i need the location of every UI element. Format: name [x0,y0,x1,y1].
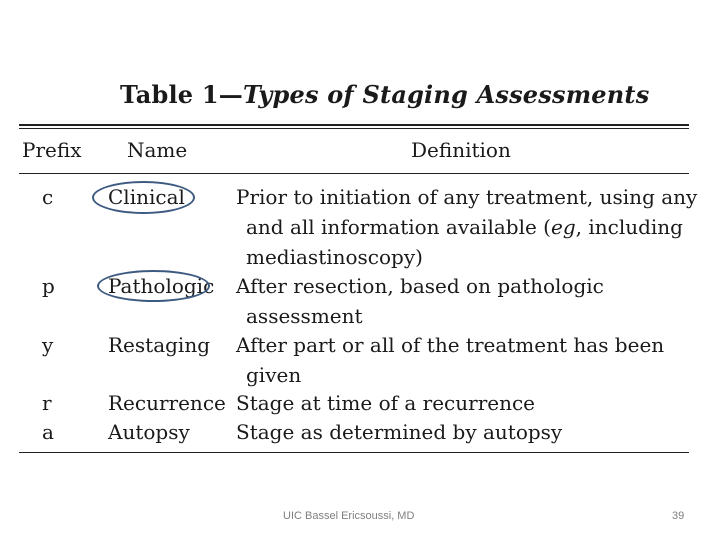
row-name-pathologic: Pathologic [108,274,215,298]
top-rule-secondary [19,128,689,129]
bottom-rule [19,452,689,453]
definition-emphasis: eg [550,215,576,239]
highlight-circle-pathologic [97,270,210,302]
top-rule [19,124,689,126]
definition-line: Prior to initiation of any treatment, using any [236,185,698,209]
row-definition-autopsy [236,417,562,447]
definition-line: given [246,363,302,387]
definition-line: assessment [246,304,363,328]
definition-line: mediastinoscopy) [246,245,423,269]
definition-line: Stage as determined by autopsy [236,420,563,444]
header-definition: Definition [411,138,511,162]
definition-line [236,212,697,242]
row-prefix-c: c [42,185,54,209]
row-prefix-a: a [42,420,54,444]
table-title-prefix: Table 1— [120,80,243,109]
header-rule [19,173,689,174]
definition-text: , including [575,215,683,239]
row-prefix-y: y [42,333,54,357]
row-definition-pathologic [236,271,604,331]
row-name-clinical: Clinical [108,185,185,209]
footer-author: UIC Bassel Ericsoussi, MD [283,510,415,522]
row-definition-recurrence [236,388,535,418]
definition-text: and all information available ( [246,215,551,239]
row-prefix-r: r [42,391,52,415]
highlight-circle-clinical [92,181,195,214]
row-definition-clinical [236,182,697,272]
table-title-emphasis: Types of Staging Assessments [242,80,650,109]
definition-line: After part or all of the treatment has been [236,333,665,357]
row-name-recurrence: Recurrence [108,391,226,415]
row-prefix-p: p [42,274,55,298]
footer-page-number: 39 [672,510,685,522]
definition-line: Stage at time of a recurrence [236,391,536,415]
row-name-autopsy: Autopsy [108,420,190,444]
row-definition-restaging [236,330,664,390]
header-name: Name [127,138,188,162]
definition-line: After resection, based on pathologic [236,274,604,298]
row-name-restaging: Restaging [108,333,211,357]
table-title [120,80,649,109]
header-prefix: Prefix [22,138,82,162]
